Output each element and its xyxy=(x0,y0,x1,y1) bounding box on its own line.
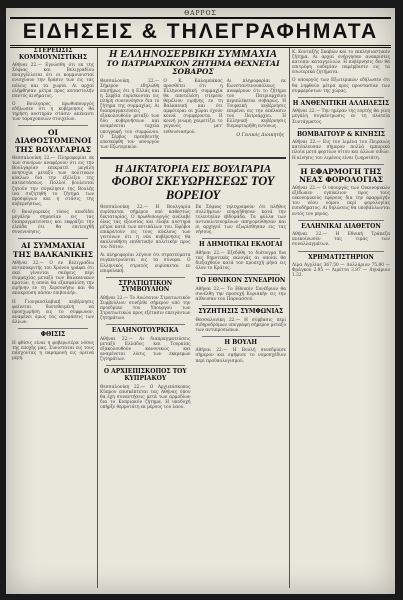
article-text: Αθήναι 22.— Το Εθνικόν Συνέδριον θα συνέλθη την προσεχή Κυριακήν εις την αίθουσαν του Παρνασσού. xyxy=(195,286,286,302)
column-rule xyxy=(97,48,98,588)
article-text: Αθήναι 22.— Η Εθνική Τράπεζα ανεκοίνωσεν τας τιμάς των συναλλαγμάτων. xyxy=(292,232,390,248)
article-text: Ο υπουργός των Εξωτερικών εδήλωσεν ότι θα ληφθούν μέτρα προς προστασίαν των συμφερόντων της χώρας. xyxy=(292,78,390,94)
divider xyxy=(202,336,281,337)
article-heading: ΕΛΛΗΝΙΚΑΙ ΔΙΑΘΕΤΟΝ xyxy=(301,222,381,230)
article-text: Εκ Σόφιας τηλεγραφούν ότι πλήθος συλλήψεων ενηργήθησαν κατά την τελευταίαν εβδομάδα. Τα φύλλα των αντιπολιτευομένων απηγορεύθησαν και οι αρχηγοί των εξωρίσθησαν εις τας νήσους. xyxy=(195,204,286,235)
divider xyxy=(100,157,286,159)
main-subheadline: ΦΟΒΟΙ ΣΚΕΥΩΡΗΣΕΩΣ ΤΟΥ ΒΟΡΕΙΟΥ xyxy=(111,174,275,202)
article-text: Ο Βουλγαρος πρωθυπουργός εδήλωσεν ότι η κυβέρνησις θα τηρήση αυστηράν στάσιν απέναντι των ταραχοποιών στοιχείων. xyxy=(12,101,94,123)
divider xyxy=(202,274,281,275)
article-heading: Ο ΑΡΧΙΕΠΙΣΚΟΠΟΣ ΤΟΥ ΚΥΠΡΙΑΚΟΥ xyxy=(103,368,187,383)
divider xyxy=(298,97,384,98)
article-text: Αθήναι 22.— Εις τον λιμένα του Πειραιώς κατέπλευσαν σήμερον πολλά εμπορικά πλοία μετά φορτίων σίτου και άλλων ειδών. Η κίνησις του λιμένος είναι ζωηροτάτη. xyxy=(292,140,390,161)
article-text: Η Γιουγκοσλαβική κυβέρνησις φαίνεται διατεθειμένη να προσχωρήση εις το σύμφωνον, αναμένει όμως τας αποφάσεις των άλλων. xyxy=(12,299,94,325)
divider xyxy=(106,277,185,278)
main-headline: Η ΕΛΛΗΝΟΣΕΡΒΙΚΗ ΣΥΜΜΑΧΙΑ xyxy=(108,48,278,60)
column-rule xyxy=(289,48,290,588)
masthead xyxy=(10,17,391,48)
divider xyxy=(18,238,88,239)
masthead-small-title: ΘΑΡΡΟΣ xyxy=(184,10,217,17)
article-heading: Η ΕΦΑΡΜΟΓΗ ΤΗΣ ΝΕΑΣ ΦΟΡΟΛΟΓΙΑΣ xyxy=(299,166,383,184)
divider xyxy=(298,128,384,129)
article-text: Αθήναι 22.— Την ημέραν της εορτής θα γίνη μεγάλη συγκέντρωσις εν τη πλατεία Συντάγματος. xyxy=(292,109,390,125)
article-heading: ΟΙ ΔΙΑΘΟΣΤΟΜΕΝΟΙ ΤΗΣ ΒΟΥΛΓΑΡΙΑΣ xyxy=(14,128,92,154)
lower-story-columns xyxy=(100,203,286,414)
article-text: Αθήναι 22.— Εγνώσθη ότι εκ της Σόφιας και Βελιγραδίου αναγγέλλεται ότι οι κομμουνισταί ενισχύουν την δράσιν των εις τας πόλεις και τα χωρία. Αι αρχαί ελήφθησαν μέτρα προς καταστολήν παντός κινήματος. xyxy=(12,63,94,99)
divider xyxy=(202,238,281,239)
top-story-columns xyxy=(100,77,286,153)
article-heading: ΦΘΙΣΙΣ xyxy=(40,331,66,338)
article-heading: Η ΑΝΘΕΝΙΤΙΚΗ ΑΛΛΗΛΕΣΙΣ xyxy=(292,99,390,107)
article-heading: Η ΒΟΥΛΗ xyxy=(224,338,258,346)
article-text: Θεσσαλονίκη 22.— Ο Αρχιεπίσκοπος Κύπρου επισκέπτεται τας Αθήνας όπου θα έχη συναντήσεις μετά των αρμοδίων δια το Κυπριακόν ζήτημα. Η υποδοχή υπήρξε θερμοτάτη εκ μέρους του λαού. xyxy=(100,384,191,410)
article-text: Αι πληροφορίαι εκ Κωνσταντινουπόλεως αναφέρουν ότι το ζήτημα του Πατριαρχείου περιπλέκεται σοβαρώς. Η Τουρκική κυβέρνησις επιμένει εις την απέλασιν του Πατριάρχου. Η Ελληνική κυβέρνησις διεμαρτυρήθη εντόνως. xyxy=(226,78,286,130)
article-text: Αθήναι 22.— Ο εν Βελιγραδίω ανταποκριτής του Χρόνου γράφει ότι εκεί γίνονται σκέψεις περί συμμαχίας μεταξύ των Βαλκανικών κρατών, η οποία θα εξασφαλίση την ειρήνην εν τη Χερσονήσω και θα αποκρούση πάσαν επιβουλήν. xyxy=(12,260,94,297)
article-heading: ΣΤΕΡΕΩΣΙΣ ΚΟΜΜΟΥΝΙΣΤΙΚΗΣ xyxy=(18,48,88,61)
article-text: Αθήναι 22.— Το Ανώτατον Στρατιωτικόν Συμβούλιον συνήλθε σήμερον υπό την προεδρίαν του Υπουργού των Στρατιωτικών προς εξέτασιν επειγόντων ζητημάτων. xyxy=(100,295,191,322)
article-text: Θεσσαλονίκη 22.— Πληροφορίαι εκ των συνόρων αναφέρουν ότι εις την Βουλγαρίαν επικρατεί μεγάλη ανησυχία μεταξύ των πολιτικών κύκλων δια την εξέλιξιν της καταστάσεως. Πολλοί βουλευταί ζητούν την σύγκλησιν της Βουλής ίνα συζητηθή το ζήτημα των προσφύγων και η στάσις της κυβερνήσεως. xyxy=(12,155,94,207)
article-heading: ΣΥΖΗΤΗΣΙΣ ΣΥΜΦΩΝΙΑΣ xyxy=(198,307,284,315)
newspaper-page xyxy=(6,8,395,594)
divider xyxy=(18,328,88,329)
article-text: Θεσσαλονίκη 22.— Η Βουλγαρία ευρίσκεται σήμερον υπό καθεστώς δικτατορίας. Ο πρωθυπουργός ανέλαβε όλας τας εξουσίας και έλαβε αυστηρά μέτρα κατά των αντιπάλων του. Εφόβοι επικρατούν εις τους κύκλους των γειτόνων ότι η νέα κυβέρνησις θα ακολουθήση επιθετικήν πολιτικήν προς τον Νότον. xyxy=(100,204,191,251)
article-heading: ΕΛΛΗΝΟΤΟΥΡΚΙΚΑ xyxy=(111,327,179,335)
divider xyxy=(202,305,281,306)
divider xyxy=(106,365,185,366)
article-heading: ΣΤΡΑΤΙΩΤΙΚΟΝ ΣΥΜΒΟΥΛΙΟΝ xyxy=(118,279,173,294)
article-text: Λίρα Αγγλίας 367.50 — Δολλάριον 75.80 — Φράγκον 2.95 — Λιρέττα 3.87 — Δηνάριον 1.32. xyxy=(292,263,390,279)
divider xyxy=(106,324,185,325)
article-text: Αθήναι 22.— Αι διαπραγματεύσεις μεταξύ Ελλάδος και Τουρκίας εξακολουθούν κανονικώς και αναμένεται λύσις των εκκρεμών ζητημάτων. xyxy=(100,336,191,363)
masthead-title: ΕΙΔΗΣΕΙΣ & ΤΗΛΕΓΡΑΦΗΜΑΤΑ xyxy=(22,20,379,43)
main-column xyxy=(100,48,286,588)
article-heading: ΤΟ ΕΘΝΙΚΟΝ ΣΥΝΕΔΡΙΟΝ xyxy=(196,277,286,285)
article-text: Ο Κ. Καλαμπάκας προσθέτει ότι η Ελληνοσερβική συμμαχία θα αποτελέση στερεόν θεμέλιον ειρήνης εν τη Βαλκανική και ότι αμφότεραι αι χώραι έχουν κοινά συμφέροντα. Η κοινή γνώμη χαιρετίζει το γεγονός μετ' ενθουσιασμού. xyxy=(163,78,223,135)
divider xyxy=(298,251,384,252)
article-heading: ΑΙ ΣΥΜΜΑΧΙΑΙ ΤΗΣ ΒΑΛΚΑΝΙΚΗΣ xyxy=(12,241,94,259)
divider xyxy=(298,220,384,221)
article-heading: Η ΔΗΜΟΤΙΚΑΙ ΕΚΛΟΓΑΙ xyxy=(199,241,283,249)
right-column xyxy=(292,48,390,588)
article-text: Αθήναι 22.— Η Βουλή συνεδρίασε σήμερον και εψήφισε το νομοσχέδιον περί προϋπολογισμού. xyxy=(195,348,286,364)
article-text: Θεσσαλονίκη 22.— Η σύμβασις περί σιδηροδρόμων υπεγράφη σήμερον μεταξύ των αντιπροσώπων. xyxy=(195,317,286,333)
left-column xyxy=(12,48,94,588)
article-text: Η φθίσις είναι η φοβερωτέρα νόσος της εποχής μας. Συνιστάται εις τους πάσχοντας η παραμονή εις ορεινά μέρη. xyxy=(12,340,94,361)
main-headline: Η ΔΙΚΤΑΤΟΡΙΑ ΕΙΣ ΒΟΥΛΓΑΡΙΑ xyxy=(114,162,272,175)
article-text: Θεσσαλονίκη 22.— Σήμερον εδηλώθη επισήμως ότι η Ελλάς και η Σερβία ευρίσκονται εις πλήρη συνεννόησιν δια το ζήτημα της συμμαχίας. Αι διαπραγματεύσεις εξακολουθούν μεταξύ των δύο κυβερνήσεων και αναμένεται ταχεία υπογραφή του συμφώνου. Ο Σέρβος πρεσβευτής επεσκέφθη τον υπουργόν των Εξωτερικών. xyxy=(100,78,160,150)
article-heading: ΧΡΗΜΑΤΙΣΤΗΡΙΟΝ xyxy=(308,253,374,261)
signature: Ο Γενικός Διοικητής xyxy=(236,132,284,138)
article-text: Αθήναι 22.— Εξεδόθη το διάταγμα δια τας δημοτικάς εκλογάς αι οποίαι θα διεξαχθούν κατά τον προσεχή μήνα εις όλον το Κράτος. xyxy=(195,250,286,271)
divider xyxy=(298,164,384,165)
article-heading: ΒΟΜΒΑΙΤΟΥΡ & ΚΙΝΗΣΙΣ xyxy=(296,130,386,138)
divider xyxy=(18,125,88,126)
article-text: Αι πληροφορίαι λέγουν ότι στρατεύματα συγκεντρούνται εις τα σύνορα. Ο Ελληνικός στρατός ευρίσκεται εν επιφυλακή. xyxy=(100,253,191,274)
article-text: Αθήναι 22.— Ο υπουργός των Οικονομικών εξέδωκεν εγκύκλιον προς τους οικονομικούς εφόρους δια την εφαρμογήν του νέου νόμου περί φορολογίας εισοδήματος. Αι δηλώσεις θα υποβάλλωνται εντός του μηνός. xyxy=(292,186,390,217)
main-subheadline: ΤΟ ΠΑΤΡΙΑΡΧΙΚΟΝ ΖΗΤΗΜΑ ΘΕΧΝΕΤΑΙ ΣΟΒΑΡΟΣ xyxy=(106,59,280,77)
article-text: Κ. Κονταξής Σκαβών και το εκκλησιαστικόν ζήτημα. Αι αρχαί ενήργησαν ανακρίσεις κατόπιν καταγγελιών. Η κυβέρνησις δεν θα επιτρέψη ουδεμίαν παρέμβασιν εις τα εσωτερικά ζητήματα. xyxy=(292,50,390,76)
article-text: Ο Βουλγαρικός τύπος αποδίδει μεγάλην σημασίαν εις τας διαπραγματεύσεις και εκφράζει την ελπίδα ότι θα επιτευχθή συνεννόησις. xyxy=(12,209,94,236)
